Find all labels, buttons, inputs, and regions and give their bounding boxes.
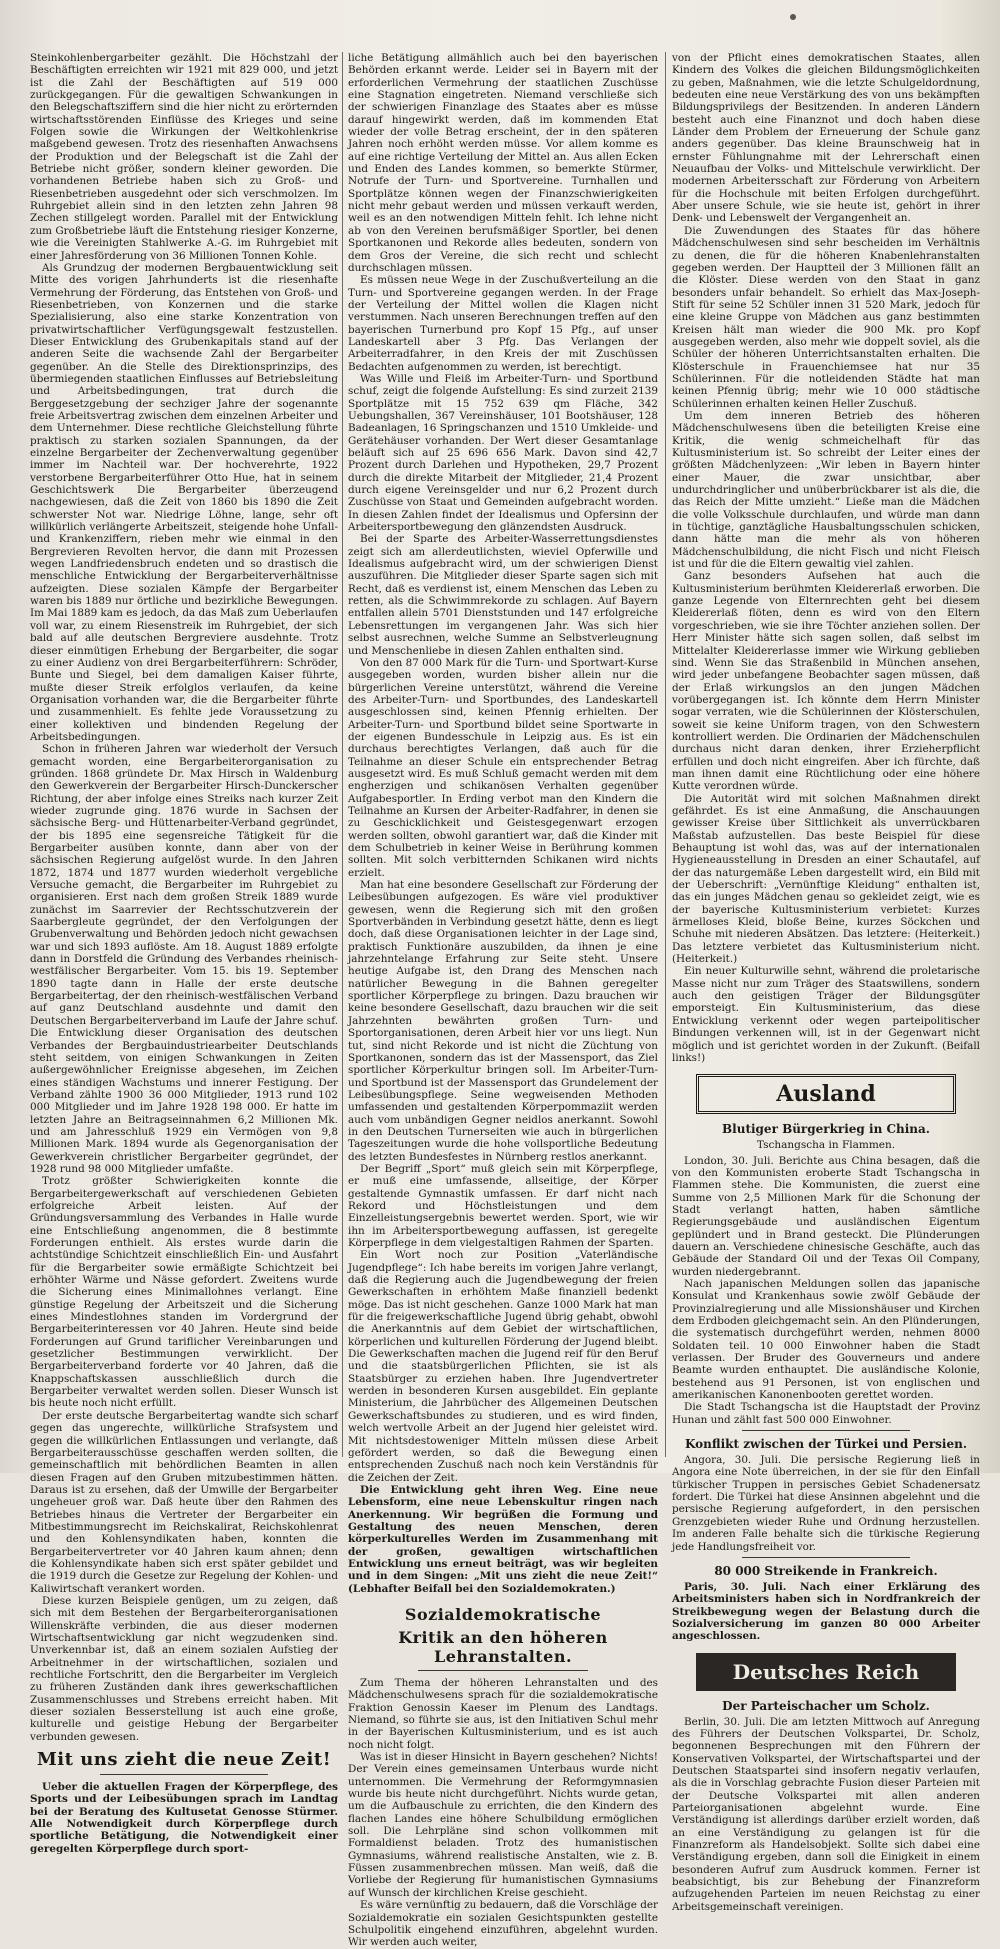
column-divider-2 (665, 52, 666, 1457)
column-2 (348, 52, 658, 1949)
col3-paragraph-8: Nach japanischen Meldungen sollen das japanische Konsulat und Krankenhaus sowie zwölf Gebäude der Provinzialregierung und alle Missionshäuser und Kirchen dem Erdboden gleichgemacht sein. An den Plünderungen, die systematisch durchgeführt werden, nehmen 8000 Soldaten teil. 10 000 Einwohner haben die Stadt verlassen. Der Bruder des Gouverneurs und andere Beamte wurden enthauptet. Die ausländische Kolonie, bestehend aus 91 Personen, ist von englischen und amerikanischen Kanonenbooten gerettet worden. (672, 1277, 980, 1402)
heading-kritik-lehranstalten: Kritik an den höheren Lehranstalten. (398, 1627, 608, 1666)
heading-sozialdemokratische: Sozialdemokratische (404, 1604, 602, 1624)
heading-neue-zeit: Mit uns zieht die neue Zeit! (36, 1749, 332, 1771)
col2-paragraph-2: Es müssen neue Wege in der Zuschußverteilung an die Turn- und Sportvereine gegangen werden. In der Frage der Verteilung der Mittel wollen die Klagen nicht verstummen. Nach unseren Berechnungen treffen auf den bayerischen Turnerbund pro Kopf 15 Pfg., auf unser Landeskartell aber 3 Pfg. Das Verlangen der Arbeiterradfahrer, in den Kreis der mit Zuschüssen Bedachten aufgenommen zu werden, ist berechtigt. (348, 274, 658, 373)
col2-paragraph-9: Die Entwicklung geht ihren Weg. Eine neue Lebensform, eine neue Lebenskultur ringen nach Anerkennung. Wir begrüßen die Formung und Gestaltung des neuen Menschen, deren körperkulturelles Werden im Zusammenhang mit der großen, gewaltigen wirtschaftlichen Entwicklung uns erneut beiträgt, was wir begleiten und in dem Singen: „Mit uns zieht die neue Zeit!“ (Lebhafter Beifall bei den Sozialdemokraten.) (348, 1483, 658, 1595)
col1-paragraph-4: Trotz größter Schwierigkeiten konnte die Bergarbeitergewerkschaft auf verschiedenen Gebieten erfolgreiche Arbeit leisten. Auf der Gründungsversammlung des Verbandes in Halle wurde eine Entschließung angenommen, die 8 bestimmte Forderungen enthielt. Als erstes wurde darin die achtstündige Schichtzeit einschließlich Ein- und Ausfahrt für die Bergarbeiter sowie ermäßigte Schichtzeit bei erhöhter Wärme und Nässe gefordert. Zweitens wurde die Sicherung eines Minimallohnes verlangt. Eine günstige Regelung der Arbeitszeit und die Sicherung eines Mindestlohnes standen im Vordergrund der Bergarbeiterinteressen vor 40 Jahren. Heute sind beide Forderungen auf Grund tariflicher Vereinbarungen und gesetzlicher Bestimmungen verwirklicht. Der Bergarbeiterverband forderte vor 40 Jahren, daß die Knappschaftskassen ausschließlich durch die Bergarbeiter verwaltet werden sollen. Dieser Wunsch ist bis heute noch nicht erfüllt. (30, 1175, 338, 1410)
col2-paragraph-8: Ein Wort noch zur Position „Vaterländische Jugendpflege“: Ich habe bereits im vorigen Jahre verlangt, daß die Regierung auch die Jugendbewegung der freien Gewerkschaften in erhöhtem Maße finanziell bedenkt möge. Das ist nicht geschehen. Ganze 1000 Mark hat man für die freigewerkschaftliche Jugend übrig gehabt, obwohl die Anerkanntnis auf dem Gebiet der wirtschaftlichen, körperlichen und kulturellen Förderung der Jugend bleibt. Die Gewerkschaften machen die Jugend reif für den Beruf und die staatsbürgerlichen Pflichten, sie ist als Staatsbürger zu erziehen haben. Ihre Jugendvertreter werden in besonderen Kursen ausgebildet. Ein geplante Ministerium, die Jahrbücher des Allgemeinen Deutschen Gewerkschaftsbundes zu studieren, und es wird finden, welch wertvolle Arbeit an der Jugend hier geleistet wird. Mit nichtsdestoweniger Mitteln müssen diese Arbeit gefördert werden, so daß die Bewegung einen entsprechenden Zuschuß nach noch kein Verständnis für die Zeichen der Zeit. (348, 1249, 658, 1484)
col3-paragraph-12: Berlin, 30. Juli. Die am letzten Mittwoch auf Anregung des Führers der Deutschen Volkspartei, Dr. Scholz, begonnenen Besprechungen mit den Führern der Konservativen Volkspartei, der Wirtschaftspartei und der Deutschen Staatspartei sind insofern negativ verlaufen, als die in Vorschlag gebrachte Fusion dieser Parteien mit der Deutsche Volkspartei mit allen anderen Parteiorganisationen abgelehnt wurde. Eine Verständigung ist allerdings darüber erzielt worden, daß an eine Verständigung zu gelangen ist für die Finanzreform als Handelsobjekt. Sollte sich dabei eine Verständigung ergeben, dann soll die Einigkeit in einem besonderen Aufruf zum Ausdruck kommen. Ferner ist beabsichtigt, bis zur Behebung der Finanzreform aufzugehenden Parteien im neuen Reichstag zu einer Arbeitsgemeinschaft vereinigen. (672, 1715, 980, 1913)
column-divider-1 (342, 52, 343, 1457)
col2-paragraph-1: liche Betätigung allmählich auch bei den bayerischen Behörden erkannt werde. Leider sei in Bayern mit der erforderlichen Vermehrung der staatlichen Zuschüsse eine Stagnation eingetreten. Niemand verschließe sich der schwierigen Finanzlage des Staates aber es müsse darauf hingewirkt werden, daß im kommenden Etat wieder der volle Betrag erscheint, der in den späteren Jahren noch erhöht werden müsse. Vor allem komme es auf eine richtige Verteilung der Mittel an. Aus allen Ecken und Enden des Landes kommen, so bemerkte Stürmer, Notrufe der Turn- und Sportvereine. Turnhallen und Sportplätze können wegen der Finanzschwierigkeiten nicht mehr gebaut werden und müssen verkauft werden, weil es an den notwendigen Mitteln fehlt. Ich lehne nicht ab von den Vereinen berufsmäßiger Sportler, bei denen Sportkanonen und Rekorde alles bedeuten, sondern von dem Gros der Vereine, die sich recht und schlecht durchschlagen müssen. (348, 52, 658, 274)
section-box-ausland: Ausland (696, 1074, 956, 1114)
headline-tuerkei-persien: Konflikt zwischen der Türkei und Persien. (684, 1437, 968, 1452)
headline-china: Blutiger Bürgerkrieg in China. (722, 1122, 930, 1137)
heading-rule (418, 1670, 588, 1671)
col3-paragraph-9: Die Stadt Tschangscha ist die Hauptstadt der Provinz Hunan und zählt fast 500 000 Einwohner. (672, 1401, 980, 1426)
headline-scholz: Der Parteischacher um Scholz. (722, 1698, 930, 1713)
headline-frankreich: 80 000 Streikende in Frankreich. (714, 1563, 938, 1578)
col3-paragraph-3: Um dem inneren Betrieb des höheren Mädchenschulwesens üben die beteiligten Kreise eine Kritik, die wenig schmeichelhaft für das Kultusministerium ist. So schreibt der Leiter eines der größten Mädchenlyzeen: „Wir leben in Bayern hinter einer Mauer, die zwar unsichtbar, aber undurchdringlicher und unüberbrückbarer ist als die, die das Reich der Mitte umzieht.“ Ließe man die Mädchen die volle Volksschule durchlaufen, und würde man dann in tüchtige, ganztägliche Hausbaltungsschulen schicken, dann hätte man die mehr als von höheren Mädchenschulbildung, die nicht Fisch und nicht Fleisch ist und für die die Eltern gewaltig viel zahlen. (672, 409, 980, 571)
col3-paragraph-6: Ein neuer Kulturwille sehnt, während die proletarische Masse nicht nur zum Träger des Staatswillens, sondern auch den geistigen Träger der Bildungsgüter emporsteigt. Ein Kultusministerium, das diese Entwicklung verkennt oder wegen parteipolitischer Bindungen verkennen will, ist in der Gegenwart nicht möglich und ist gerichtet worden in der Zukunft. (Beifall links!) (672, 965, 980, 1064)
col2-paragraph-12: Es wäre vernünftig zu bedauern, daß die Vorschläge der Sozialdemokratie ein sozialen Gesichtspunkten gestellte Schulpolitik eingehend einzuführen, abgelehnt wurden. Wir werden auch weiter, (348, 1899, 658, 1949)
section-box-deutsches-reich: Deutsches Reich (696, 1653, 956, 1691)
column-1 (30, 52, 338, 1855)
col1-paragraph-2: Als Grundzug der modernen Bergbauentwicklung seit Mitte des vorigen Jahrhunderts ist die riesenhafte Vermehrung der Förderung, das Entstehen von Groß- und Riesenbetrieben, von Konzernen und die starke Spezialisierung, also eine starke Konzentration von privatwirtschaftlicher Verfügungsgewalt festzustellen. Dieser Entwicklung des Grubenkapitals stand auf der anderen Seite die wachsende Zahl der Bergarbeiter gegenüber. An die Stelle des Direktionsprinzips, des übermiegenden staatlichen Einflusses auf Betriebsleitung und Arbeitsbedingungen, trat durch die Berggesetzgebung der sechziger Jahre der sogenannte freie Arbeitsvertrag zwischen dem einzelnen Arbeiter und dem Unternehmer. Diese rechtliche Gleichstellung führte praktisch zu starken sozialen Spannungen, da der einzelne Bergarbeiter der Zechenverwaltung gegenüber immer im Nachteil war. Der hochverehrte, 1922 verstorbene Bergarbeiterführer Otto Hue, hat in seinem Geschichtswerk Die Bergarbeiter überzeugend nachgewiesen, daß die Zeit von 1860 bis 1890 die Zeit schwerster Not war. Niedrige Löhne, lange, sehr oft willkürlich verlängerte Arbeitszeit, steigende hohe Unfall- und Krankenziffern, rieben mehr wie einmal in den Bergrevieren Revolten hervor, die dann mit Prozessen wegen Landfriedensbruch endeten und so drastisch die menschliche Entwicklung der Bergarbeiterverhältnisse aufzeigten. Diese sozialen Kämpfe der Bergarbeiter waren bis 1889 nur örtliche und bezirkliche Bewegungen. Im Mai 1889 kam es jedoch, da das Maß zum Ueberlaufen voll war, zu einem Riesenstreik im Ruhrgebiet, der sich bald auf alle deutschen Bergreviere ausdehnte. Trotz dieser einmütigen Erhebung der Bergarbeiter, die sogar zu einer Audienz von drei Bergarbeiterführern: Schröder, Bunte und Siegel, bei dem damaligen Kaiser führte, mußte dieser Streik erfolglos verlaufen, da keine Organisation vorhanden war, die die Bergarbeiter führte und zusammenhielt. Es fehlte jede Voraussetzung zu einer kollektiven und bindenden Regelung der Arbeitsbedingungen. (30, 261, 338, 743)
col1-paragraph-7: Ueber die aktuellen Fragen der Körperpflege, des Sports und der Leibesübungen sprach im Landtag bei der Beratung des Kultusetat Genosse Stürmer. Alle Notwendigkeit durch Körperpflege durch sportliche Betätigung, die Notwendigkeit einer geregelten Körperpflege durch sport- (30, 1781, 338, 1855)
col3-paragraph-2: Die Zuwendungen des Staates für das höhere Mädchenschulwesen sind sehr bescheiden im Verhältnis zu denen, die für die höheren Knabenlehranstalten gegeben werden. Der Hauptteil der 3 Millionen fällt an die Klöster. Diese werden von den Staat in ganz besonders unfair behandelt. So erhielt das Max-Joseph-Stift für seine 52 Schüler innen 31 520 Mark, jedoch für eine kleine Gruppe von Mädchen aus ganz bestimmten Kreisen hält man wieder die 900 Mk. pro Kopf ausgegeben werden, also mehr wie doppelt soviel, als die Schüler der höheren Unterrichtsanstalten erhalten. Die Klösterschule in Frauenchiemsee hat nur 35 Schülerinnen. Für die notleidenden Städte hat man keinen Pfennig übrig; mehr wie 10 000 städtische Schülerinnen erhalten keinen Heller Zuschuß. (672, 224, 980, 410)
subheadline-tschangscha: Tschangscha in Flammen. (756, 1139, 896, 1152)
col2-paragraph-3: Was Wille und Fleiß im Arbeiter-Turn- und Sportbund schuf, zeigt die folgende Aufstellung: Es sind zurzeit 2139 Sportplätze mit 15 752 639 qm Fläche, 342 Uebungshallen, 367 Vereinshäuser, 101 Bootshäuser, 128 Badeanlagen, 16 Springschanzen und 1510 Umkleide- und Gerätehäuser vorhanden. Der Wert dieser Gesamtanlage beläuft sich auf 25 696 656 Mark. Davon sind 42,7 Prozent durch Darlehen und Hypotheken, 29,7 Prozent durch die direkte Mitarbeit der Mitglieder, 21,4 Prozent durch eigene Vereinsgelder und nur 6,2 Prozent durch Zuschüsse von Staat und Gemeinden aufgebracht worden. In diesen Zahlen findet der Idealismus und Opfersinn der Arbeitersportbewegung den glänzendsten Ausdruck. (348, 372, 658, 534)
col3-paragraph-11: Paris, 30. Juli. Nach einer Erklärung des Arbeitsministers haben sich in Nordfrankreich der Streikbewegung wegen der Belastung durch die Sozialversicherung im ganzen 80 000 Arbeiter angeschlossen. (672, 1580, 980, 1643)
col3-paragraph-10: Angora, 30. Juli. Die persische Regierung ließ in Angora eine Note überreichen, in der sie für den Einfall türkischer Truppen in persisches Gebiet Schadenersatz fordert. Die Türkei hat diese Ansinnen abgelehnt und die persische Regierung aufgefordert, in den persischen Grenzgebieten wieder Ruhe und Ordnung herzustellen. Im anderen Falle behalte sich die türkische Regierung jede Handlungsfreiheit vor. (672, 1454, 980, 1553)
col1-paragraph-6: Diese kurzen Beispiele genügen, um zu zeigen, daß sich mit dem Bestehen der Bergarbeiterorganisationen Willenskräfte verbinden, die aus dieser modernen Wirtschaftsentwicklung gar nicht wegzudenken sind. Unverkennbar ist, daß an einem sozialen Aufstieg der Arbeitnehmer in der wirtschaftlichen, sozialen und rechtliche Fortschritt, den die Bergarbeiter im Vergleich zu früheren Zuständen dank ihres gewerkschaftlichen Zusammenschlusses und Strebens erreicht haben. Mit dieser sozialen Besserstellung ist auch eine große, kulturelle und geistige Hebung der Bergarbeiter verbunden gewesen. (30, 1594, 338, 1743)
col3-paragraph-7: London, 30. Juli. Berichte aus China besagen, daß die von den Kommunisten eroberte Stadt Tschangscha in Flammen stehe. Die Kommunisten, die zuerst eine Summe von 2,5 Millionen Mark für die Schonung der Stadt verlangt hatten, haben sämtliche Regierungsgebäude und ausländischen Eigentum geplündert und in Brand gesteckt. Die Plünderungen dauern an. Verschiedene chinesische Geschäfte, auch das Gebäude der Standard Oil und der Texas Oil Company, wurden niedergebrannt. (672, 1154, 980, 1278)
col3-paragraph-5: Die Autorität wird mit solchen Maßnahmen direkt gefährdet. Es ist eine Anmaßung, die Anschauungen gewisser Kreise über Sittlichkeit als unverrückbaren Maßstab aufzustellen. Das beste Beispiel für diese Behauptung ist wohl das, was auf der internationalen Hygieneausstellung in Dresden an einer Schautafel, auf der das naturgemäße Leben dargestellt wird, ein Bild mit der Ueberschrift: „Vernünftige Kleidung“ enthalten ist, das ein junges Mädchen genau so gekleidet zeigt, wie es der bayerische Kultusministerium verbietet: Kurzes ärmelloses Kleid, bloße Beine, kurzes Söckchen und Schuhe mit niederen Absätzen. Das letztere: (Heiterkeit.) Das letztere verbietet das Kultusministerium nicht. (Heiterkeit.) (672, 792, 980, 966)
page-dot-mark (790, 14, 796, 20)
col2-paragraph-5: Von den 87 000 Mark für die Turn- und Sportwart-Kurse ausgegeben worden, wurden bisher allein nur die bürgerlichen Vereine unterstützt, während die Vereine des Arbeiter-Turn- und Sportbundes, des Landeskartell ausgeschlossen sind, keinen Pfennig erhielten. Der Arbeiter-Turn- und Sportbund bildet seine Sportwarte in der eigenen Bundesschule in Leipzig aus. Es ist ein durchaus berechtigtes Verlangen, daß auch für die Teilnahme an dieser Schule ein entsprechender Betrag ausgesetzt wird. Es muß Schluß gemacht werden mit dem engherzigen und schikanösen Verhalten gegenüber Aufgabesportler. In Erding verbot man den Kindern die Teilnahme an Kursen der Arbeiter-Radfahrer, in denen sie zu Geschicklichkeit und Geistesgegenwart erzogen werden sollten, obwohl garantiert war, daß die Kinder mit dem Schulbetrieb in keiner Weise in Berührung kommen sollten. Mit solch verbitternden Schikanen wird nichts erzielt. (348, 656, 658, 879)
col2-paragraph-4: Bei der Sparte des Arbeiter-Wasserrettungsdienstes zeigt sich am allerdeutlichsten, wieviel Opferwille und Idealismus aufgebracht wird, um der schwierigen Dienst auszuführen. Die Mitglieder dieser Sparte sagen sich mit Recht, daß es verdienst ist, einem Menschen das Leben zu retten, als die Schwimmrekorde zu schlagen. Auf Bayern entfallen allein 5701 Dienststunden und 147 erfolgreiche Lebensrettungen im vergangenen Jahr. Was sich hier selbst ausrechnen, welche Summe an Selbstverleugnung und Menschenliebe in diesen Zahlen enthalten sind. (348, 533, 658, 657)
col2-paragraph-11: Was ist in dieser Hinsicht in Bayern geschehen? Nichts! Der Verein eines gemeinsamen Unterbaus wurde nicht unternommen. Die Vermehrung der Reformgymnasien wurde bis heute nicht durchgeführt. Nichts wurde getan, um die Aufbauschule zu errichten, die den Kindern des flachen Landes eine höhere Schulbildung ermöglichen soll. Die Lehrpläne sind schon vollkommen mit Formaldienst beladen. Trotz des humanistischen Gymnasiums, während realistische Anstalten, wie z. B. Füssen zusammenbrechen müssen. Man weiß, daß die Vorliebe der Regierung für humanistischen Gymnasiums auf Wunsch der kirchlichen Kreise geschieht. (348, 1751, 658, 1899)
col1-paragraph-5: Der erste deutsche Bergarbeitertag wandte sich scharf gegen das ungerechte, willkürliche Strafsystem und gegen die willkürlichen Entlassungen und verlangte, daß Bergarbeiterausschüsse geschaffen werden sollten, die gemeinschaftlich mit behördlichen Beamten in allen diesen Fragen auf den Gruben mitzubestimmen hätten. Daraus ist zu ersehen, daß der Umwille der Bergarbeiter ungeheuer groß war. Daß heute über den Rahmen des Betriebes hinaus die Vertreter der Bergarbeiter ein Mitbestimmungsrecht im Reichskalirat, Reichskohlenrat und den Kohlensyndikaten haben, konnten die Bergarbeitervertreter vor 40 Jahren kaum ahnen; denn die Kohlensyndikate haben sich erst später gebildet und die 1919 durch die Gesetze zur Regelung der Kohlen- und Kaliwirtschaft verankert worden. (30, 1409, 338, 1595)
col1-paragraph-1: Steinkohlenbergarbeiter gezählt. Die Höchstzahl der Beschäftigten erreichten wir 1921 mit 829 000, und jetzt ist die Zahl der Beschäftigten auf 519 000 zurückgegangen. Für die gewaltigen Schwankungen in den Belegschaftsziffern sind die hier nicht zu erörternden wirtschaftsstörenden Einflüsse des Krieges und seine Folgen sowie die Wirkungen der Weltkohlenkrise maßgebend gewesen. Trotz des riesenhaften Anwachsens der Produktion und der Belegschaft ist die Zahl der Betriebe nicht größer, sondern kleiner geworden. Die vorhandenen Betriebe haben sich zu Groß- und Riesenbetrieben ausgedehnt oder sich verschmolzen. Im Ruhrgebiet allein sind in den letzten zehn Jahren 98 Zechen stillgelegt worden. Parallel mit der Entwicklung zum Großbetriebe läuft die Entstehung riesiger Konzerne, wie die Vereinigten Stahlwerke A.-G. im Ruhrgebiet mit einer Jahresförderung von 36 Millionen Tonnen Kohle. (30, 52, 338, 262)
heading-rule (742, 1430, 910, 1431)
col1-paragraph-3: Schon in früheren Jahren war wiederholt der Versuch gemacht worden, eine Bergarbeiterorganisation zu gründen. 1868 gründete Dr. Max Hirsch in Waldenburg den Gewerkverein der Bergarbeiter Hirsch-Dunckerscher Richtung, der aber infolge eines Streiks nach kurzer Zeit wieder zugrunde ging. 1876 wurde in Sachsen der sächsische Berg- und Hüttenarbeiter-Verband gegründet, der bis 1895 eine segensreiche Tätigkeit für die Bergarbeiter ausüben konnte, dann aber von der sächsischen Regierung aufgelöst wurde. In den Jahren 1872, 1874 und 1877 wurden wiederholt vergebliche Versuche gemacht, die Bergarbeiter im Ruhrgebiet zu organisieren. Erst nach dem großen Streik 1889 wurde zunächst im Saarrevier der Rechtsschutzverein der Saarbergleute gegründet, der den Verfolgungen der Grubenverwaltung und Behörden jedoch nicht gewachsen war und sich 1893 auflöste. Am 18. August 1889 erfolgte dann in Dorstfeld die Gründung des Verbandes rheinisch-westfälischer Bergarbeiter. Vom 15. bis 19. September 1890 tagte dann in Halle der erste deutsche Bergarbeitertag, der den rheinisch-westfälischen Verband auf ganz Deutschland ausdehnte und damit den Deutschen Bergarbeiterverband im Laufe der Jahre schuf. Die Entwicklung dieser Organisation des deutschen Verbandes der Bergbauindustriearbeiter Deutschlands steht seitdem, von einigen Schwankungen in Zeiten außergewöhnlicher Ereignisse abgesehen, im Zeichen eines ständigen Wachstums und innerer Festigung. Der Verband zählte 1900 36 000 Mitglieder, 1913 rund 102 000 Mitglieder und im Jahre 1928 198 000. Er hatte im letzten Jahre an Beitragseinnahmen 6,2 Millionen Mk. und am Jahresschluß 1929 ein Vermögen von 9,8 Millionen Mark. 1894 wurde als Gegenorganisation der Gewerkverein christlicher Bergarbeiter gegründet, der 1928 rund 98 000 Mitglieder umfaßte. (30, 743, 338, 1175)
col2-paragraph-6: Man hat eine besondere Gesellschaft zur Förderung der Leibesübungen aufgezogen. Es wäre viel produktiver gewesen, wenn die Regierung sich mit den großen Sportverbänden in Verbindung gesetzt hätte, denn es liegt doch, daß diese Organisationen leichter in der Lage sind, praktisch Funktionäre auszubilden, da ihnen je eine jahrzehntelange Erfahrung zur Seite steht. Unsere heutige Aufgabe ist, den Drang des Menschen nach natürlicher Bewegung in die Bahnen geregelter sportlicher Körperpflege zu bringen. Dazu brauchen wir keine besondere Gesellschaft, dazu brauchen wir die seit Jahrzehnten bewährten großen Turn- und Sportorganisationen, deren Arbeit hier vor uns liegt. Nun tut, sind nicht Rekorde und ist nicht die Züchtung von Sportkanonen, sondern das ist der Massensport, das Ziel sportlicher Körperkultur bringen soll. Im Arbeiter-Turn- und Sportbund ist der Massensport das Grundelement der Leibesübungspflege. Seine wegweisenden Methoden umfassenden und gestaltenden Körperpommaziit werden auch vom unbändigen Gegner neidlos anerkannt. Sowohl in den Deutschen Turnerseiten wie auch in bürgerlichen Tageszeitungen wurde die hohe vollsportliche Bedeutung des letzten Bundesfestes in Nürnberg restlos anerkannt. (348, 879, 658, 1163)
heading-rule (742, 1557, 910, 1558)
heading-rule (100, 1774, 268, 1775)
col2-paragraph-10: Zum Thema der höheren Lehranstalten und des Mädchenschulwesens sprach für die sozialdemokratische Fraktion Genossin Kaeser im Plenum des Landtags. Niemand, so führte sie aus, ist den Initiativen Schul mehr in der Bayerischen Kultusministerium, und es ist auch noch nicht folgt. (348, 1676, 658, 1751)
column-3 (672, 52, 980, 1913)
col2-paragraph-7: Der Begriff „Sport“ muß gleich sein mit Körperpflege, er muß eine umfassende, allseitige, der Körper gestaltende Gymnastik umfassen. Er darf nicht nach Rekord und Höchstleistungen und dem Einzelleistungsergebnis bewertet werden. Sport, wie wir ihn im Arbeitersportbewegung auffassen, ist geregelte Körperpflege in dem vielgestaltigen Rahmen der Sparten. (348, 1162, 658, 1249)
col3-paragraph-1: von der Pflicht eines demokratischen Staates, allen Kindern des Volkes die gleichen Bildungsmöglichkeiten zu geben, Maßnahmen, wie die letzte Schulgeldordnung, bedeuten eine neue Verstärkung des von uns bekämpften Bildungsprivilegs der Besitzenden. In anderen Ländern besteht auch eine Finanznot und doch haben diese Länder dem Problem der Erneuerung der Schule ganz anders gegenüber. Das kleine Braunschweig hat in ernster Fühlungnahme mit der Lehrerschaft einen Neuaufbau der Volks- und Mittelschule verwirklicht. Der modernen Arbeitersschaft zur Förderung von Arbeitern für die Hochschule mit beiten Erfolgen durchgeführt. Aber unsere Schule, wie sie heute ist, gehört in ihrer Denk- und Lebenswelt der Vergangenheit an. (672, 52, 980, 225)
col3-paragraph-4: Ganz besonders Aufsehen hat auch die Kultusministerium berühmten Kleidererlaß erworben. Die ganze Legende von Elternrechten geht bei diesem Kleidererlaß flöten, denn es wird von den Eltern vorgeschrieben, wie sie ihre Töchter anziehen sollen. Der Herr Minister hätte sich sagen sollen, daß selbst im Mittelalter Kleidererlasse immer wie Wirkung geblieben sind. Wenn Sie das Straßenbild in München ansehen, wird jeder unbefangene Beobachter sagen müssen, daß der Erlaß wirkungslos an den jungen Mädchen vorübergegangen ist. Ich könnte dem Herrn Minister sogar verraten, wie die Schülerinnen der Klösterschulen, soweit sie keine Uniform tragen, von den Schwestern kontrolliert werden. Die Ordinarien der Mädchenschulen durchaus nicht daran denken, ihrer Erzieherpflicht erfüllen und doch nicht eingreifen. Aber ich fürchte, daß man ihnen damit eine Rüchtlichung oder eine höhere Kutte verordnen würde. (672, 570, 980, 793)
